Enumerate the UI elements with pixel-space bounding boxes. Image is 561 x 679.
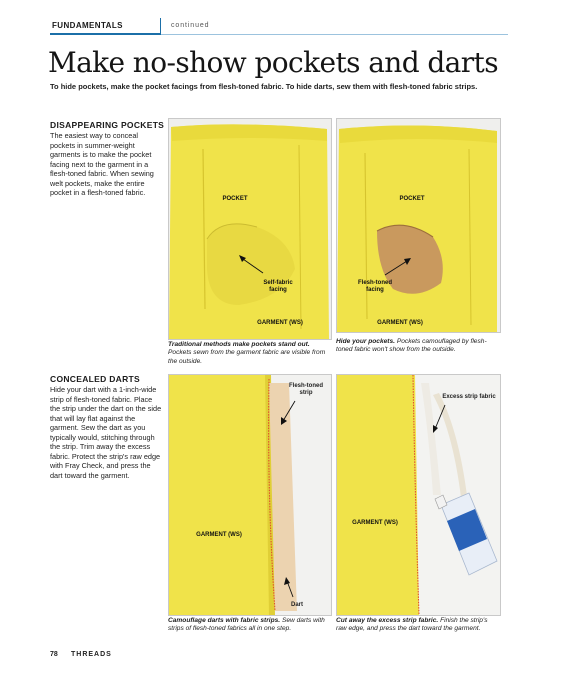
label-excess-strip-fabric: Excess strip fabric [442, 394, 496, 400]
caption-photo-1 [168, 341, 330, 366]
caption-photo-2 [336, 338, 499, 355]
darts-heading: CONCEALED DARTS [50, 374, 140, 384]
caption-1-bold: Traditional methods make pockets stand out. [168, 341, 310, 348]
caption-3-bold: Camouflage darts with fabric strips. [168, 617, 281, 624]
caption-2-text: Pockets camouflaged by flesh-toned fabric won't show from the outside. [336, 338, 487, 354]
continued-label: continued [171, 22, 210, 29]
fabric-illustration [169, 119, 331, 339]
header-rule-thin [160, 34, 508, 35]
header-rule [50, 33, 160, 35]
page-title: Make no-show pockets and darts [48, 46, 498, 79]
pockets-heading: DISAPPEARING POCKETS [50, 120, 165, 130]
magazine-name: THREADS [71, 651, 112, 658]
label-flesh-toned-facing: Flesh-toned facing [358, 280, 392, 293]
photo-trim-excess [336, 374, 501, 616]
caption-4-bold: Cut away the excess strip fabric. [336, 617, 439, 624]
caption-1-text: Pockets sewn from the garment fabric are visible from the outside. [168, 349, 326, 365]
label-garment-ws: GARMENT (WS) [377, 320, 423, 326]
deck-text: To hide pockets, make the pocket facings from flesh-toned fabric. To hide darts, sew them with flesh-toned fabric strips. [50, 82, 478, 91]
pockets-body: The easiest way to conceal pockets in summer-weight garments is to make the pocket facing next to the garment in a flesh-toned fabric. When sewing welt pockets, make the entire pocket in a flesh-toned fabric. [50, 131, 154, 197]
darts-body: Hide your dart with a 1-inch-wide strip of flesh-toned fabric. Place the strip under the dart on the side that will lay flat against the garment. Sew the dart as you typically would, stitching through the strip. Trim away the excess fabric. Protect the strip's raw edge with Fray Check, and press the dart toward the garment. [50, 385, 162, 480]
fabric-illustration [337, 375, 500, 615]
caption-4-text: Finish the strip's raw edge, and press the dart toward the garment. [336, 617, 488, 633]
label-dart: Dart [290, 602, 303, 608]
label-garment-ws: GARMENT (WS) [352, 520, 398, 526]
label-garment-ws: GARMENT (WS) [196, 532, 242, 538]
header-divider [160, 18, 161, 35]
section-label: FUNDAMENTALS [52, 21, 123, 30]
caption-photo-4 [336, 617, 499, 634]
label-pocket: POCKET [399, 196, 425, 202]
label-self-fabric-facing: Self-fabric facing [263, 280, 293, 293]
label-garment-ws: GARMENT (WS) [257, 320, 303, 326]
fabric-illustration [337, 119, 500, 332]
label-pocket: POCKET [222, 196, 248, 202]
photo-flesh-toned-pocket [336, 118, 501, 333]
caption-photo-3 [168, 617, 330, 634]
page-number: 78 [50, 651, 58, 658]
caption-2-bold: Hide your pockets. [336, 338, 395, 345]
photo-self-fabric-pocket [168, 118, 332, 340]
caption-3-text: Sew darts with strips of flesh-toned fabrics all in one step. [168, 617, 325, 633]
photo-dart-strip [168, 374, 332, 616]
fabric-illustration [169, 375, 331, 615]
label-flesh-toned-strip: Flesh-toned strip [289, 383, 323, 396]
